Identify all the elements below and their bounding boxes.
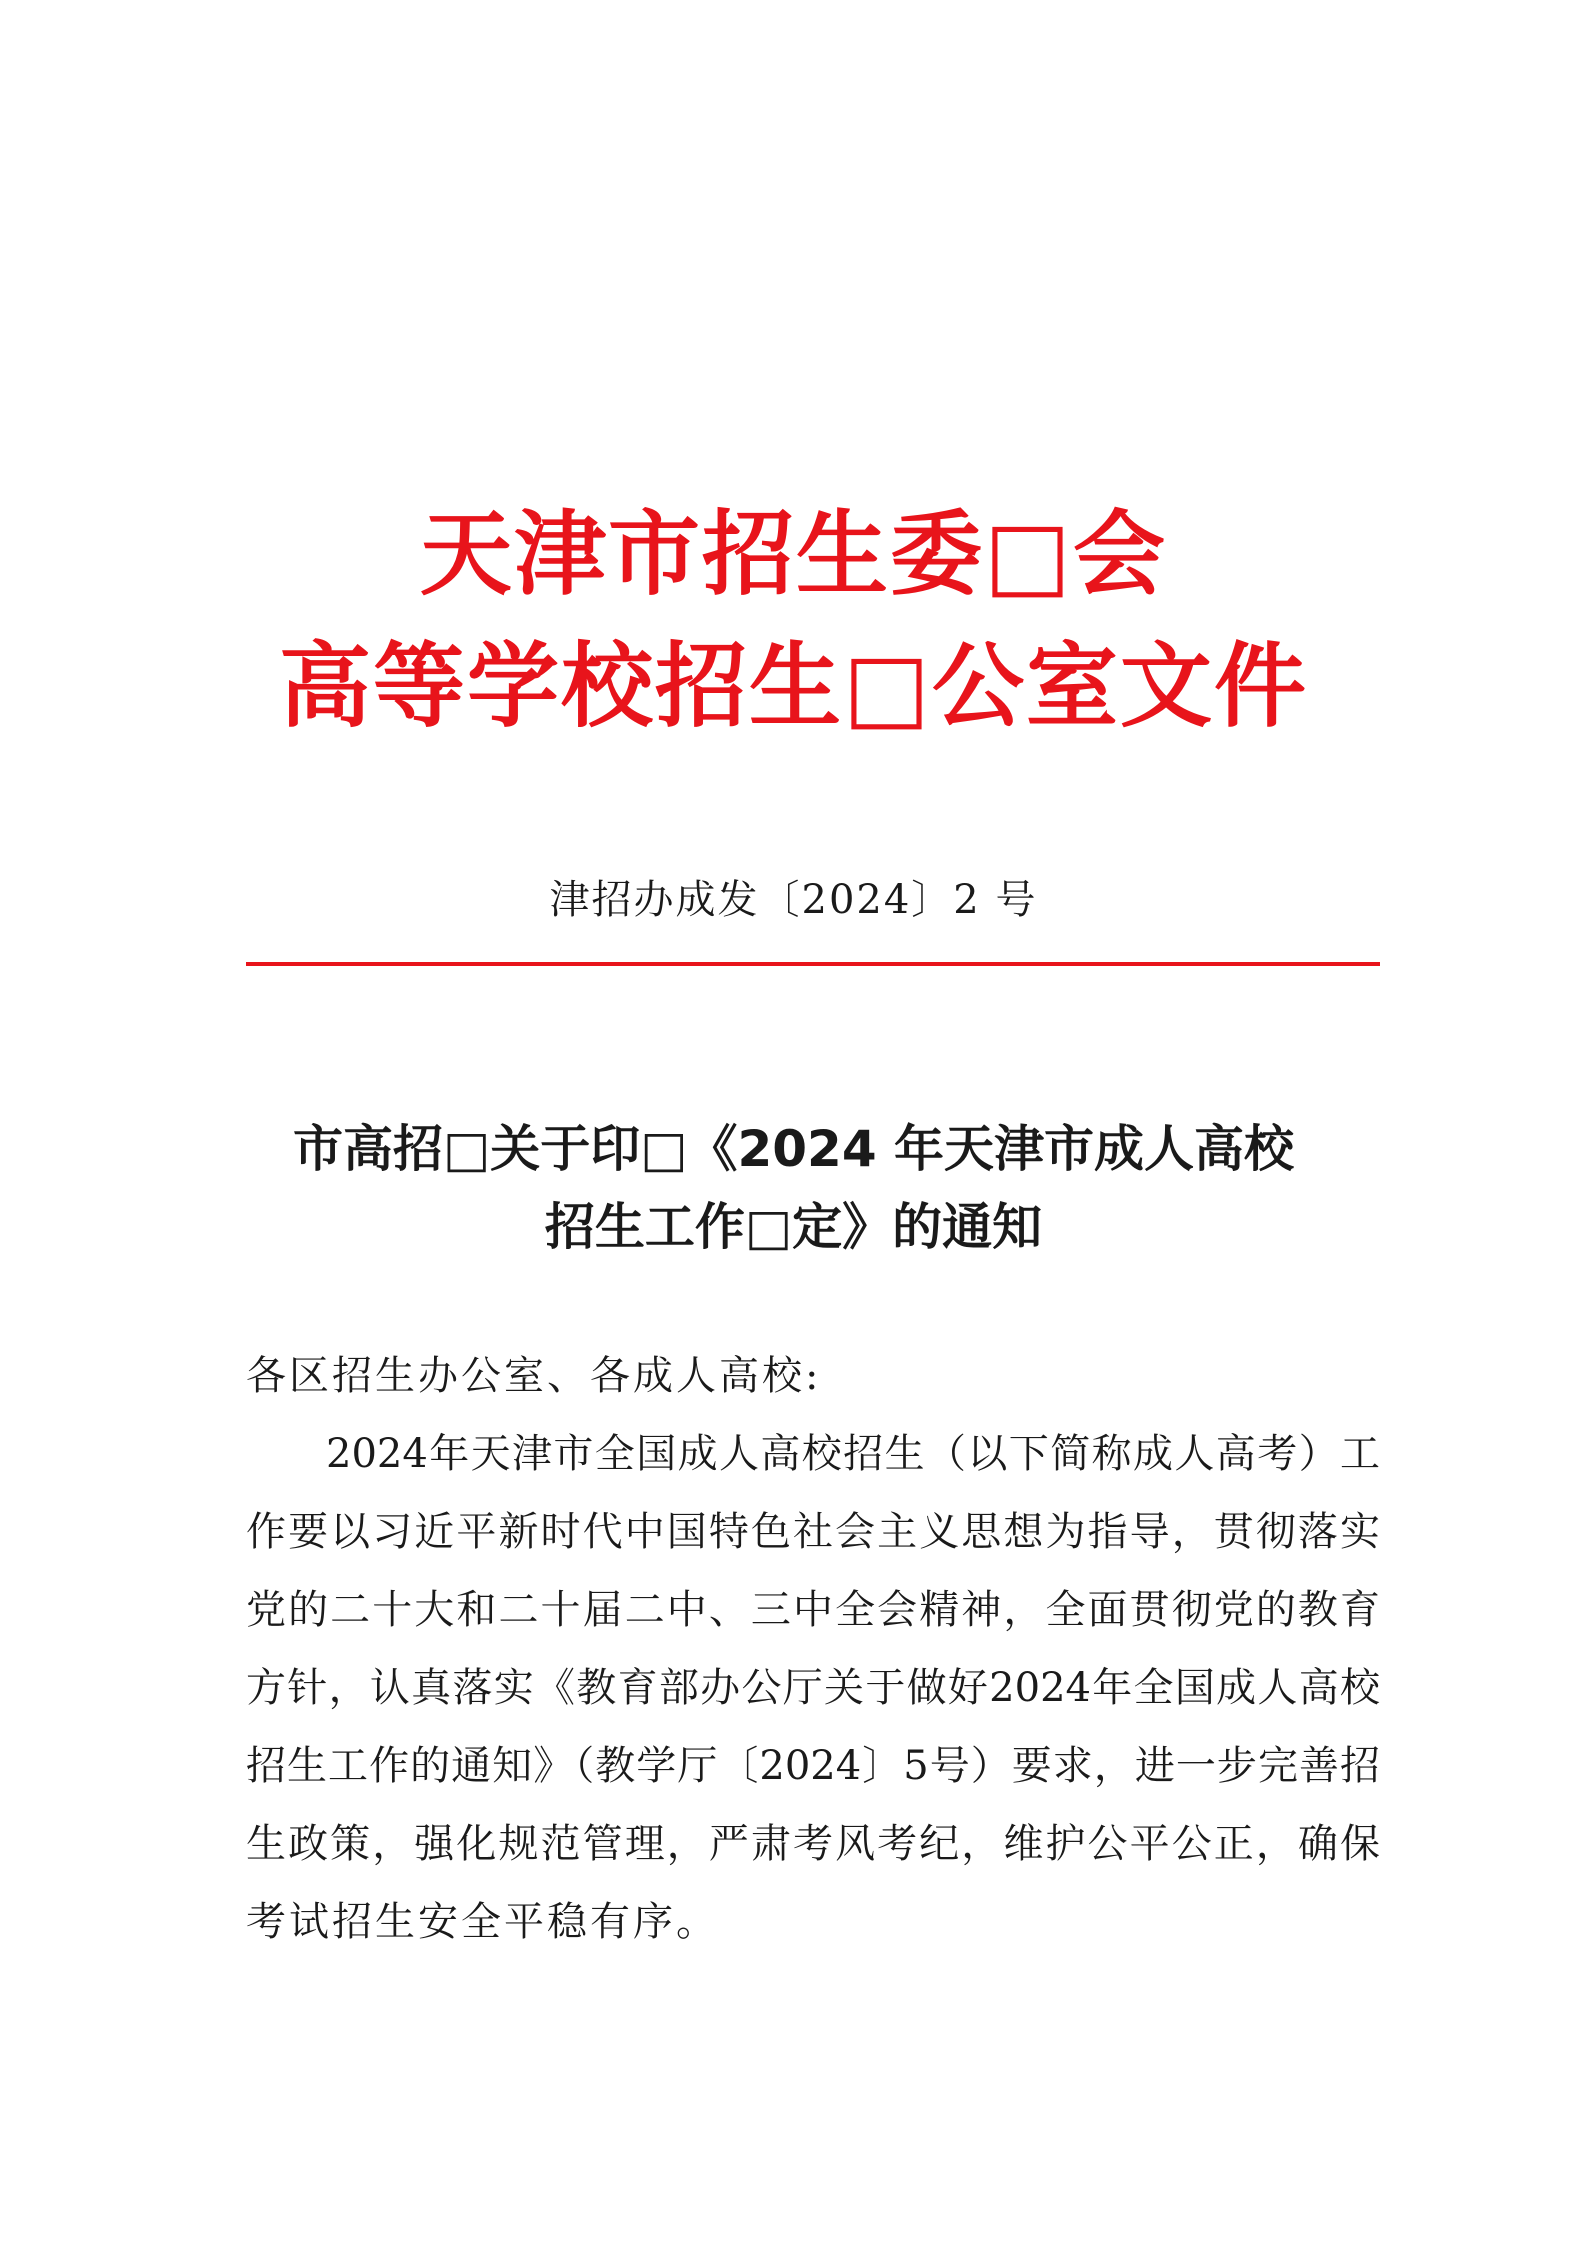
notice-title-line-1: 市高招□关于印□《2024 年天津市成人高校 (292, 1120, 1295, 1178)
red-divider-line (246, 962, 1380, 966)
body-text-line: 方针，认真落实《教育部办公厅关于做好2024年全国成人高校 (246, 1665, 1380, 1711)
body-text-line: 作要以习近平新时代中国特色社会主义思想为指导，贯彻落实 (246, 1509, 1380, 1555)
notice-title-line-2: 招生工作□定》的通知 (544, 1198, 1043, 1256)
issuer-title-line-1: 天津市招生委□会 (420, 501, 1167, 608)
document-number: 津招办成发〔2024〕2 号 (549, 877, 1038, 923)
issuer-title-line-2: 高等学校招生□公室文件 (279, 633, 1308, 740)
body-text-line: 生政策，强化规范管理，严肃考风考纪，维护公平公正，确保 (246, 1821, 1380, 1867)
body-text-line: 招生工作的通知》（教学厅〔2024〕5号）要求，进一步完善招 (246, 1743, 1380, 1789)
body-text-line: 考试招生安全平稳有序。 (246, 1899, 719, 1945)
body-text-line: 党的二十大和二十届二中、三中全会精神，全面贯彻党的教育 (246, 1587, 1380, 1633)
body-text-line: 2024年天津市全国成人高校招生（以下简称成人高考）工 (326, 1431, 1380, 1477)
salutation: 各区招生办公室、各成人高校: (246, 1353, 822, 1399)
